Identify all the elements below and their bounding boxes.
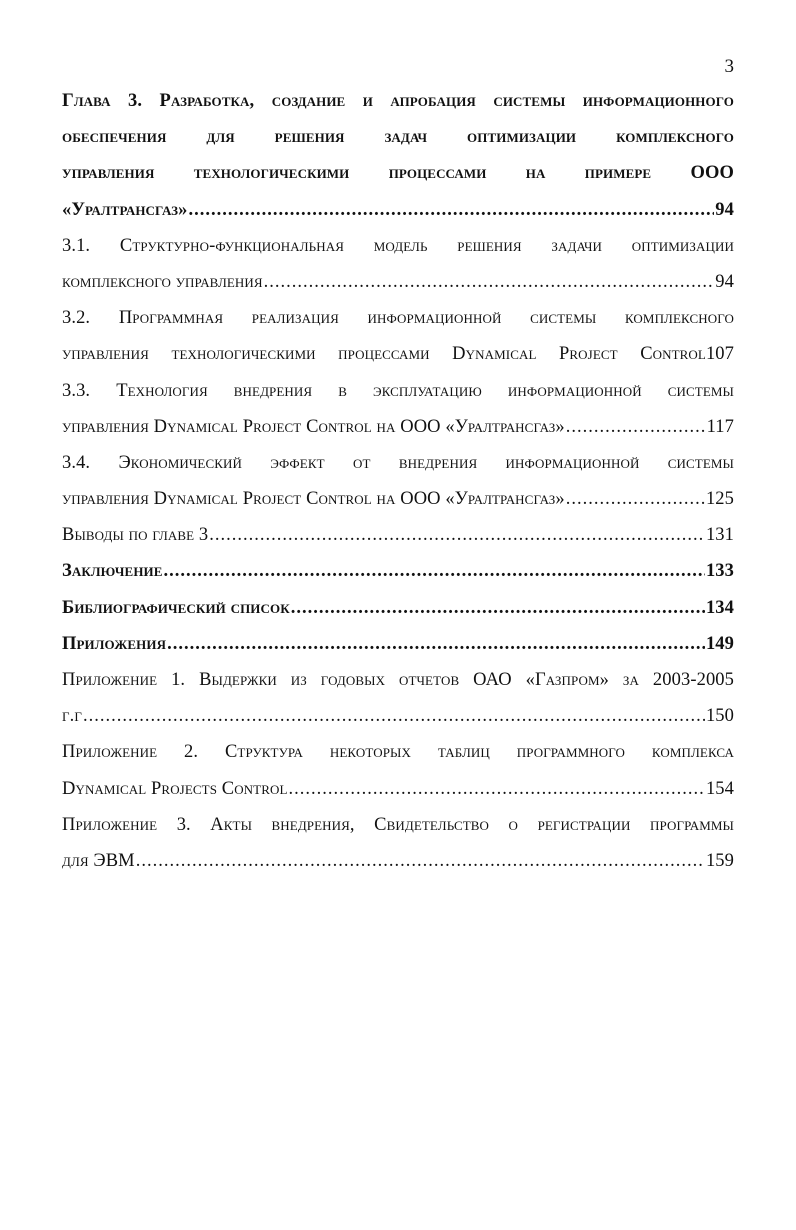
toc-entry-appendix-2[interactable] <box>62 734 734 806</box>
toc-entry-line: обеспечения для решения задач оптимизации комплексного <box>62 127 734 148</box>
toc-entry-leader-line <box>62 590 734 626</box>
toc-entry-line: Приложение 1. Выдержки из годовых отчетов ОАО «Газпром» за 2003-2005 <box>62 670 734 690</box>
toc-page-number: 131 <box>705 525 734 546</box>
toc-entry-chapter-3-conclusions[interactable] <box>62 517 734 553</box>
toc-entry-line: Глава 3. Разработка, создание и апробация системы информационного <box>62 91 734 111</box>
toc-entry-line: 3.3. Технология внедрения в эксплуатацию информационной системы <box>62 380 734 401</box>
toc-entry-title-end: Выводы по главе 3 <box>62 525 209 546</box>
toc-page-number: 117 <box>706 416 734 437</box>
toc-page-number: 159 <box>705 850 734 871</box>
toc-page-number: 154 <box>705 778 734 799</box>
toc-entry-line: управления технологическими процессами Dynamical Project Control107 <box>62 344 734 365</box>
toc-entry-title-end: г.г <box>62 706 82 727</box>
toc-entry-line: Приложение 3. Акты внедрения, Свидетельство о регистрации программы <box>62 814 734 835</box>
toc-entry-appendix-3[interactable] <box>62 807 734 879</box>
toc-entry-leader-line <box>62 264 734 300</box>
dot-leader <box>291 590 705 626</box>
toc-entry-leader-line <box>62 409 734 445</box>
toc-entry-title-end: управления Dynamical Project Control на ООО «Уралтрансгаз» <box>62 416 565 437</box>
toc-entry-title-end: «Уралтрансгаз» <box>62 199 188 220</box>
toc-page-number: 94 <box>715 271 734 292</box>
toc-entry-3-2[interactable] <box>62 300 734 372</box>
dot-leader <box>566 481 705 517</box>
toc-entry-title-end: комплексного управления <box>62 271 263 292</box>
toc-entry-chapter-3[interactable] <box>62 83 734 228</box>
toc-entry-leader-line <box>62 698 734 734</box>
toc-entry-leader-line <box>62 626 734 662</box>
dot-leader <box>83 698 705 734</box>
toc-page-number: 150 <box>705 706 734 727</box>
dot-leader <box>136 843 705 879</box>
toc-entry-3-3[interactable] <box>62 373 734 445</box>
toc-entry-title-end: для ЭВМ <box>62 850 135 871</box>
toc-entry-title-end: Библиографический список <box>62 597 290 618</box>
toc-entry-leader-line <box>62 481 734 517</box>
toc-entry-3-1[interactable] <box>62 228 734 300</box>
toc-entry-leader-line <box>62 843 734 879</box>
toc-entry-leader-line <box>62 553 734 589</box>
toc-entry-title-end: Заключение <box>62 561 163 582</box>
dot-leader <box>167 626 705 662</box>
dot-leader <box>289 771 705 807</box>
toc-entry-line: 3.4. Экономический эффект от внедрения информационной системы <box>62 452 734 473</box>
toc-page-number: 149 <box>705 633 734 654</box>
toc-entry-line: 3.1. Структурно-функциональная модель решения задачи оптимизации <box>62 235 734 256</box>
toc-page-number: 134 <box>705 597 734 618</box>
toc-entry-3-4[interactable] <box>62 445 734 517</box>
dot-leader <box>188 192 714 228</box>
dot-leader <box>566 409 706 445</box>
toc-entry-conclusion[interactable] <box>62 553 734 589</box>
toc-entry-line: управления технологическими процессами на примере ООО <box>62 163 734 184</box>
dot-leader <box>264 264 715 300</box>
toc-entry-line: 3.2. Программная реализация информационной системы комплексного <box>62 308 734 329</box>
toc-entry-leader-line <box>62 771 734 807</box>
toc-entry-appendix-1[interactable] <box>62 662 734 734</box>
page-number: 3 <box>724 56 734 77</box>
toc-entry-leader-line <box>62 517 734 553</box>
toc-entry-bibliography[interactable] <box>62 590 734 626</box>
toc-page-number: 133 <box>705 561 734 582</box>
table-of-contents <box>62 83 734 879</box>
toc-entry-title-end: Приложения <box>62 633 167 654</box>
dot-leader <box>209 517 705 553</box>
toc-page-number: 125 <box>705 489 734 510</box>
toc-page-number: 94 <box>715 199 734 220</box>
toc-entry-leader-line <box>62 192 734 228</box>
toc-entry-title-end: управления Dynamical Project Control на ООО «Уралтрансгаз» <box>62 489 565 510</box>
toc-entry-line: Приложение 2. Структура некоторых таблиц программного комплекса <box>62 742 734 763</box>
toc-entry-appendices[interactable] <box>62 626 734 662</box>
toc-entry-title-end: Dynamical Projects Control <box>62 778 288 799</box>
dot-leader <box>164 553 705 589</box>
